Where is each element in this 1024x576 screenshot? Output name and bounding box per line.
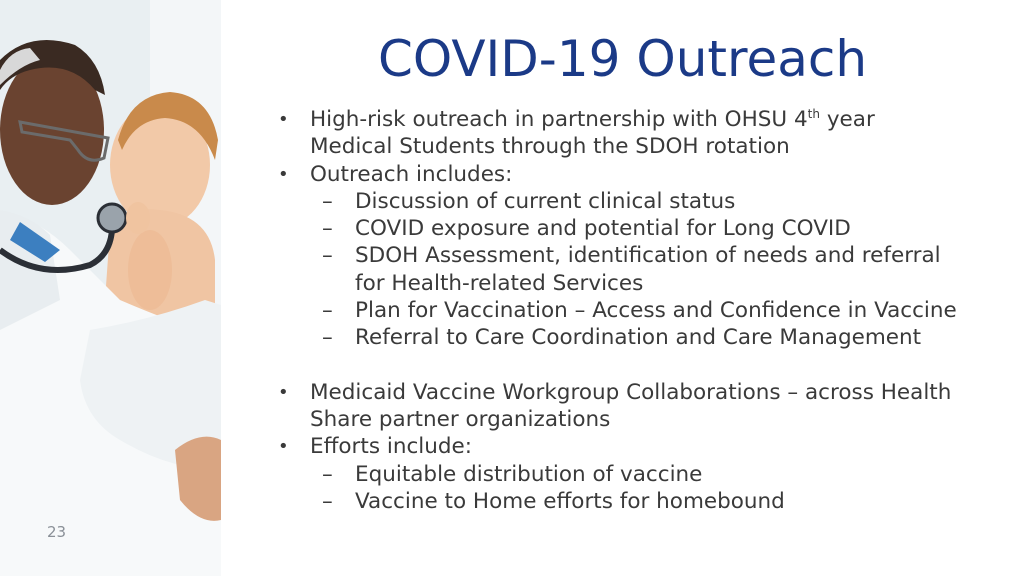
sub-bullet-item [276,242,976,297]
bullet-text-continued: Medical Students through the SDOH rotation [310,134,790,160]
bullet-text: year [819,107,875,132]
sub-bullet-text-continued: for Health-related Services [355,270,644,296]
dash-marker: – [322,188,333,214]
bullet-item [276,161,976,188]
sub-bullet-text: COVID exposure and potential for Long COVID [355,216,851,242]
sub-bullet-item [276,188,976,215]
slide-title: COVID-19 Outreach [377,30,868,88]
bullet-text: High-risk outreach in partnership with OHSU 4 [310,107,808,132]
photo-illustration [0,0,221,576]
spacer [276,352,976,379]
dash-marker: – [322,243,333,269]
sub-bullet-item [276,215,976,242]
dash-marker: – [322,298,333,324]
slide-number: 23 [47,523,67,541]
sub-bullet-item [276,297,976,324]
bullet-marker: • [278,381,289,403]
superscript: th [807,107,820,121]
bullet-text: Medicaid Vaccine Workgroup Collaborations – across Health [310,379,952,405]
dash-marker: – [322,325,333,351]
sub-bullet-item [276,488,976,515]
dash-marker: – [322,461,333,487]
dash-marker: – [322,488,333,514]
bullet-marker: • [278,163,289,185]
bullet-text: Efforts include: [310,434,472,460]
bullet-marker: • [278,109,289,130]
sub-bullet-text: Referral to Care Coordination and Care Management [355,325,922,351]
slide-content [276,106,976,515]
bullet-text-continued: Share partner organizations [310,406,611,432]
bullet-marker: • [278,436,289,458]
bullet-item [276,433,976,460]
sub-bullet-text: Vaccine to Home efforts for homebound [355,488,785,514]
dash-marker: – [322,216,333,242]
sub-bullet-item [276,461,976,488]
doctor-with-baby-photo [0,0,221,576]
bullet-text: Outreach includes: [310,161,513,187]
sub-bullet-item [276,324,976,351]
sub-bullet-text: Equitable distribution of vaccine [355,461,703,487]
sub-bullet-text: Plan for Vaccination – Access and Confidence in Vaccine [355,298,957,324]
sub-bullet-text: Discussion of current clinical status [355,188,736,214]
sub-bullet-text: SDOH Assessment, identification of needs and referral [355,243,941,269]
bullet-item [276,106,976,161]
bullet-item [276,379,976,434]
